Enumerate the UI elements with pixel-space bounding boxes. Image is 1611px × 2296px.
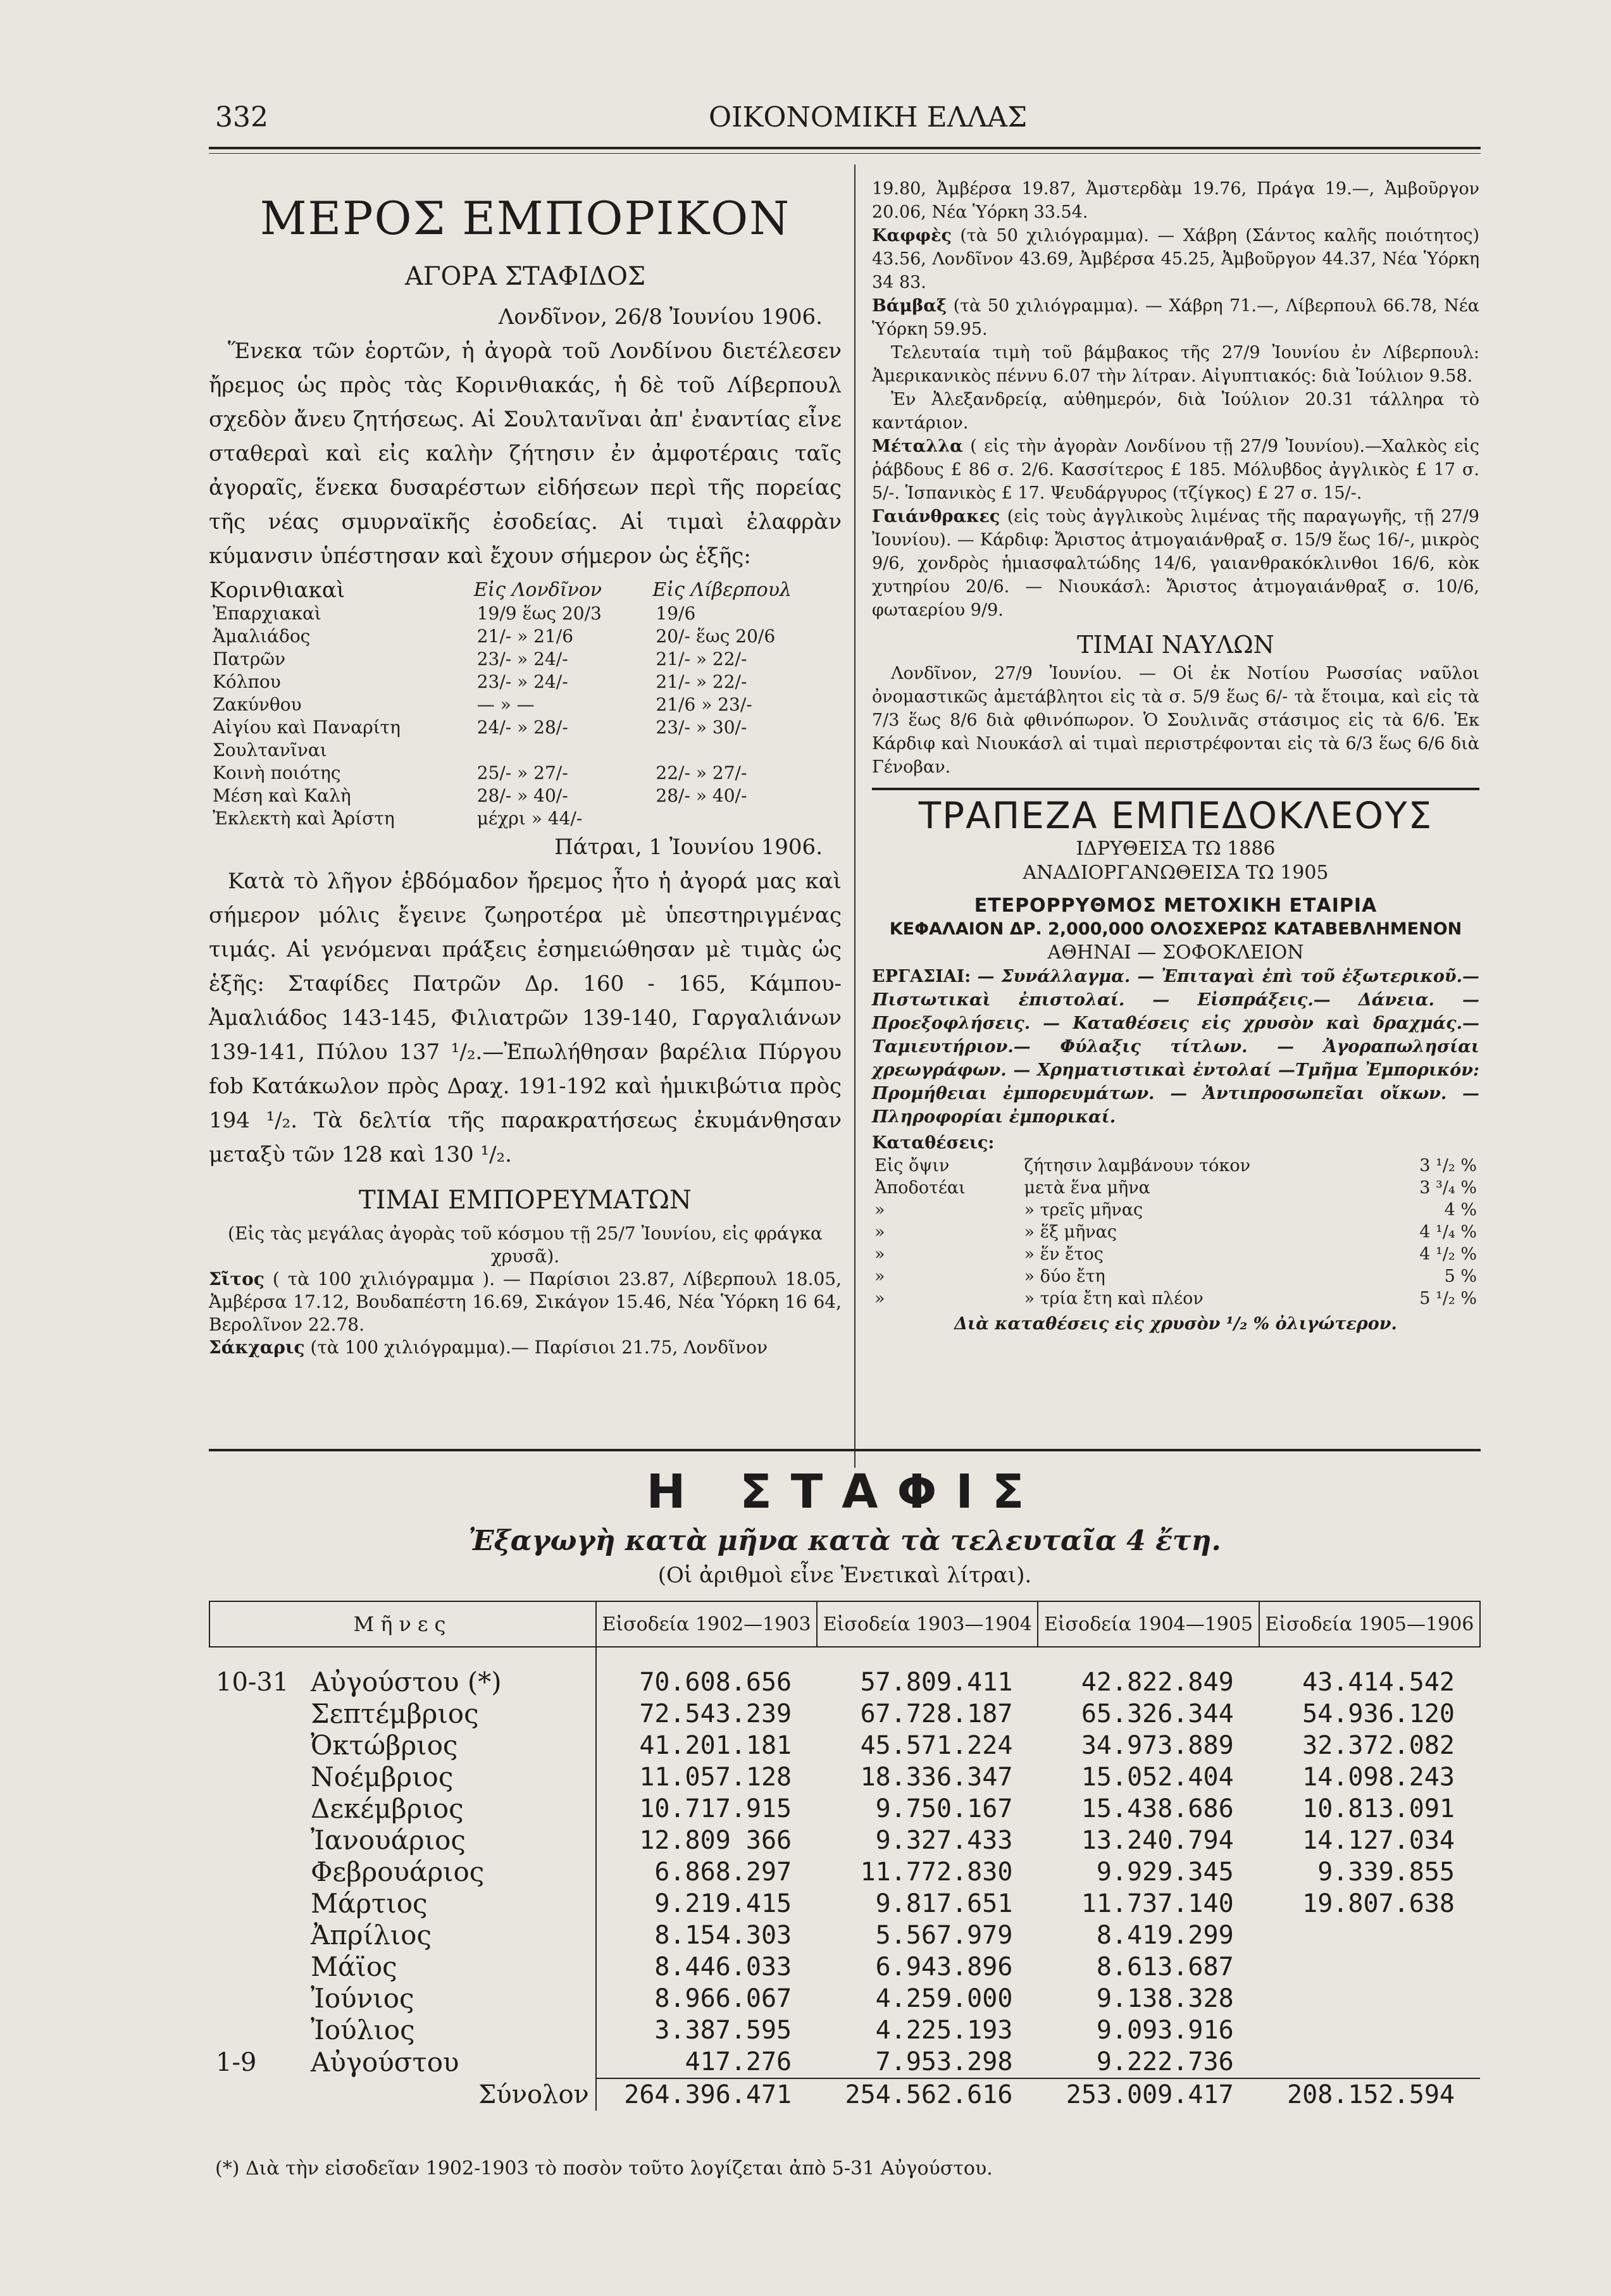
price-variety: Σουλτανῖναι <box>213 740 327 760</box>
export-value: 9.817.651 <box>875 1889 1013 1918</box>
row-prefix <box>209 1983 304 2014</box>
row-prefix <box>209 1793 304 1825</box>
export-value: 43.414.542 <box>1302 1668 1455 1697</box>
sugar-prices <box>209 1336 842 1359</box>
deposit-term: ζήτησιν λαμβάνουν τόκον <box>1024 1156 1250 1176</box>
deposit-type: Εἰς ὄψιν <box>874 1156 950 1176</box>
price-variety: Κόλπου <box>213 671 281 692</box>
price-col-london: Εἰς Λονδῖνον <box>473 579 602 601</box>
coal-prices <box>872 505 1479 622</box>
left-column <box>209 177 842 1359</box>
header-rule-thin <box>209 153 1481 154</box>
deposit-rate: 4 % <box>1444 1200 1477 1220</box>
row-prefix <box>209 1920 304 1951</box>
section-rule <box>209 1449 1481 1451</box>
row-prefix: 10-31 <box>216 1668 289 1697</box>
deposit-rate-row <box>872 1155 1479 1177</box>
deposit-rate: 5 ¹/₂ % <box>1419 1289 1477 1308</box>
wheat-label: Σῖτος <box>209 1269 264 1289</box>
export-value: 14.127.034 <box>1302 1826 1455 1855</box>
export-value: 67.728.187 <box>860 1699 1013 1728</box>
page-number: 332 <box>215 101 268 133</box>
row-month: Ἀπρίλιος <box>311 1920 432 1951</box>
export-value: 5.567.979 <box>875 1921 1013 1950</box>
price-liverpool <box>652 807 842 830</box>
bank-reorganized: ΑΝΑΔΙΟΡΓΑΝΩΘΕΙΣΑ ΤΩ 1905 <box>1023 862 1329 884</box>
goods-prices-title: ΤΙΜΑΙ ΕΜΠΟΡΕΥΜΑΤΩΝ <box>359 1186 692 1215</box>
export-value: 12.809 366 <box>596 1825 817 1856</box>
export-row <box>209 1698 1480 1730</box>
total-value: 253.009.417 <box>1038 2078 1259 2111</box>
coffee-label: Καφφὲς <box>872 226 952 245</box>
bank-capital: ΚΕΦΑΛΑΙΟΝ ΔΡ. 2,000,000 ΟΛΟΣΧΕΡΩΣ ΚΑΤΑΒΕΒΛΗΜΕΝΟΝ <box>889 919 1462 939</box>
price-row <box>209 716 842 739</box>
col-1904-1905: Εἰσοδεία 1904—1905 <box>1038 1601 1259 1647</box>
price-london: 21/- » 21/6 <box>476 626 574 647</box>
freight-text: Λονδῖνον, 27/9 Ἰουνίου. — Οἱ ἐκ Νοτίου Ρωσσίας ναῦλοι ὀνομαστικῶς ἀμετάβλητοι εἰς τὰ σ. 5/9 ἕως 6/- τὰ ἕτοιμα, καὶ εἰς τὰ 7/3 ἕως 8/6 διὰ φθινόπωρον. Ὁ Σουλινᾶς στάσιμος εἰς τὰ 6/6. Ἐκ Κάρδιφ καὶ Νιουκάσλ αἱ τιμαὶ περιστρέφονται εἰς τὰ 6/3 ἕως 6/6 διὰ Γένοβαν. <box>872 664 1479 777</box>
bank-operations <box>872 965 1479 1129</box>
export-value: 9.750.167 <box>875 1794 1013 1823</box>
deposits-label: Καταθέσεις: <box>872 1133 995 1153</box>
col-1903-1904: Εἰσοδεία 1903—1904 <box>817 1601 1038 1647</box>
price-variety: Κοινὴ ποιότης <box>213 762 341 783</box>
price-london <box>473 739 652 762</box>
deposit-rate: 4 ¹/₂ % <box>1419 1244 1477 1264</box>
currant-section-subtitle: Ἐξαγωγὴ κατὰ μῆνα κατὰ τὰ τελευταῖα 4 ἔτη. <box>468 1525 1221 1557</box>
cotton-prices <box>872 294 1479 341</box>
export-value: 9.138.328 <box>1096 1984 1234 2013</box>
journal-title: ΟΙΚΟΝΟΜΙΚΗ ΕΛΛΑΣ <box>709 101 1028 133</box>
coffee-text: (τὰ 50 χιλιόγραμμα). — Χάβρη (Σάντος καλῆς ποιότητος) 43.56, Λονδῖνον 43.69, Ἀμβέρσα 45.25, Ἀμβοῦργον 44.37, Νέα Ὑόρκη 34 83. <box>872 226 1479 292</box>
export-value <box>1259 1920 1480 1951</box>
export-value: 18.336.347 <box>860 1763 1013 1792</box>
price-london: 19/9 ἕως 20/3 <box>476 603 602 624</box>
export-row <box>209 1825 1480 1856</box>
total-row <box>209 2078 1480 2111</box>
deposit-rate-row <box>872 1177 1479 1199</box>
price-variety: Ἐπαρχιακαὶ <box>213 603 321 624</box>
export-value: 8.154.303 <box>596 1920 817 1951</box>
export-value: 32.372.082 <box>1302 1731 1455 1760</box>
export-row <box>209 1730 1480 1761</box>
deposit-rates-table <box>872 1155 1479 1310</box>
export-value: 6.943.896 <box>875 1952 1013 1982</box>
price-row <box>209 602 842 625</box>
row-prefix <box>209 1825 304 1856</box>
price-liverpool: 22/- » 27/- <box>656 762 747 783</box>
row-month: Φεβρουάριος <box>311 1856 485 1887</box>
price-liverpool: 21/- » 22/- <box>656 648 747 669</box>
export-value: 42.822.849 <box>1081 1668 1234 1697</box>
total-label: Σύνολον <box>478 2080 589 2109</box>
deposit-type: » <box>874 1289 885 1308</box>
price-london: 24/- » 28/- <box>476 717 568 738</box>
row-prefix <box>209 1951 304 1983</box>
export-value: 57.809.411 <box>860 1668 1013 1697</box>
deposit-type: » <box>874 1244 885 1264</box>
wheat-prices <box>209 1268 842 1336</box>
price-liverpool: 28/- » 40/- <box>656 785 747 806</box>
header-rule <box>209 147 1481 149</box>
cotton-text: (τὰ 50 χιλιόγραμμα). — Χάβρη 71.—, Λίβερπουλ 66.78, Νέα Ὑόρκη 59.95. <box>872 296 1479 339</box>
price-variety: Ἐκλεκτὴ καὶ Ἀρίστη <box>213 808 395 829</box>
export-value: 8.419.299 <box>1096 1921 1234 1950</box>
export-row <box>209 1983 1480 2014</box>
export-value: 13.240.794 <box>1081 1826 1234 1855</box>
price-london: 23/- » 24/- <box>476 648 568 669</box>
export-value: 9.339.855 <box>1317 1858 1455 1887</box>
export-value: 9.929.345 <box>1096 1858 1234 1887</box>
deposit-type: » <box>874 1267 885 1286</box>
col-1905-1906: Εἰσοδεία 1905—1906 <box>1259 1601 1480 1647</box>
cotton-label: Βάμβαξ <box>872 296 947 316</box>
row-prefix: 1-9 <box>216 2047 257 2077</box>
export-row <box>209 1793 1480 1825</box>
export-row <box>209 2014 1480 2046</box>
right-column <box>872 177 1479 1336</box>
row-prefix <box>209 1698 304 1730</box>
deposit-rate-row <box>872 1288 1479 1310</box>
row-prefix <box>209 1856 304 1888</box>
deposit-type: » <box>874 1200 885 1220</box>
deposit-rate: 4 ¹/₄ % <box>1419 1222 1477 1242</box>
price-variety: Πατρῶν <box>213 648 286 669</box>
export-value: 9.327.433 <box>875 1826 1013 1855</box>
bank-address: ΑΘΗΝΑΙ — ΣΟΦΟΚΛΕΙΟΝ <box>1047 941 1304 964</box>
export-value: 4.225.193 <box>875 2016 1013 2045</box>
column-divider <box>854 164 855 1468</box>
table-footnote: (*) Διὰ τὴν εἰσοδεῖαν 1902-1903 τὸ ποσὸν τοῦτο λογίζεται ἀπὸ 5-31 Αὐγούστου. <box>215 2157 993 2180</box>
currant-unit-note: (Οἱ ἀριθμοὶ εἶνε Ἐνετικαὶ λίτραι). <box>657 1563 1032 1588</box>
row-month: Νοέμβριος <box>311 1761 454 1792</box>
price-row <box>209 762 842 785</box>
price-variety: Μέση καὶ Καλὴ <box>213 785 351 806</box>
export-value: 14.098.243 <box>1302 1763 1455 1792</box>
col-months: Μῆνες <box>209 1601 596 1647</box>
goods-prices-note: (Εἰς τὰς μεγάλας ἀγορὰς τοῦ κόσμου τῇ 25/7 Ἰουνίου, εἰς φράγκα χρυσᾶ). <box>228 1223 823 1267</box>
export-value: 11.772.830 <box>860 1858 1013 1887</box>
row-month: Μάρτιος <box>311 1888 428 1919</box>
export-value <box>1259 1951 1480 1983</box>
export-value: 34.973.889 <box>1081 1731 1234 1760</box>
export-value: 9.219.415 <box>596 1888 817 1920</box>
row-prefix <box>209 1888 304 1920</box>
price-col-liverpool: Εἰς Λίβερπουλ <box>652 579 792 601</box>
deposit-rate: 5 % <box>1444 1267 1477 1286</box>
price-liverpool <box>652 739 842 762</box>
coffee-prices <box>872 224 1479 294</box>
export-value <box>1259 2014 1480 2046</box>
price-variety: Ἀμαλιάδος <box>213 626 311 647</box>
total-value: 208.152.594 <box>1259 2078 1480 2111</box>
row-month: Ἰούνιος <box>311 1983 414 2014</box>
deposit-rate: 3 ¹/₂ % <box>1419 1156 1477 1176</box>
price-variety: Ζακύνθου <box>213 694 302 715</box>
price-liverpool: 23/- » 30/- <box>656 717 747 738</box>
export-row <box>209 1920 1480 1951</box>
deposit-term: » ἕξ μῆνας <box>1024 1222 1117 1242</box>
bank-ad-rule <box>872 788 1479 790</box>
price-london: 23/- » 24/- <box>476 671 568 692</box>
row-prefix <box>209 1730 304 1761</box>
metals-prices <box>872 435 1479 505</box>
price-london: μέχρι » 44/- <box>476 808 583 829</box>
deposit-rate-row <box>872 1265 1479 1288</box>
export-value: 10.813.091 <box>1302 1794 1455 1823</box>
metals-text: ( εἰς τὴν ἀγορὰν Λονδίνου τῇ 27/9 Ἰουνίου).—Χαλκὸς εἰς ῥάβδους £ 86 σ. 2/6. Κασσίτερος £ 185. Μόλυβδος ἀγγλικὸς £ 17 σ. 5/-. Ἱσπανικὸς £ 17. Ψευδάργυρος (τζίγκος) £ 27 σ. 15/-. <box>872 437 1479 503</box>
currant-export-table <box>209 1601 1481 2111</box>
coal-label: Γαιάνθρακες <box>872 507 1000 526</box>
price-row <box>209 807 842 830</box>
deposit-type: » <box>874 1222 885 1242</box>
bank-name: ΤΡΑΠΕΖΑ ΕΜΠΕΔΟΚΛΕΟΥΣ <box>918 794 1433 837</box>
export-value: 7.953.298 <box>875 2047 1013 2076</box>
part-title: ΜΕΡΟΣ ΕΜΠΟΡΙΚΟΝ <box>259 192 791 245</box>
export-value: 8.446.033 <box>596 1951 817 1983</box>
export-value: 8.613.687 <box>1096 1952 1234 1982</box>
price-row <box>209 648 842 671</box>
freight-title: ΤΙΜΑΙ ΝΑΥΛΩΝ <box>1077 631 1274 659</box>
export-value: 9.222.736 <box>1096 2047 1234 2076</box>
price-liverpool: 21/6 » 23/- <box>656 694 752 715</box>
deposit-rate: 3 ³/₄ % <box>1419 1178 1477 1198</box>
row-month: Μάϊος <box>311 1951 397 1982</box>
export-value: 45.571.224 <box>860 1731 1013 1760</box>
export-row <box>209 1761 1480 1793</box>
sugar-label: Σάκχαρις <box>209 1337 305 1358</box>
deposit-type: Ἀποδοτέαι <box>874 1178 966 1198</box>
deposit-term: » τρία ἔτη καὶ πλέον <box>1024 1289 1204 1308</box>
export-value: 41.201.181 <box>596 1730 817 1761</box>
export-value: 11.737.140 <box>1081 1889 1234 1918</box>
export-value <box>1259 2046 1480 2078</box>
metals-label: Μέταλλα <box>872 437 963 456</box>
deposit-term: » τρεῖς μῆνας <box>1024 1200 1143 1220</box>
export-row <box>209 2046 1480 2078</box>
export-value: 9.093.916 <box>1096 2016 1234 2045</box>
export-row <box>209 1856 1480 1888</box>
price-liverpool: 19/6 <box>656 603 696 624</box>
export-value: 54.936.120 <box>1302 1699 1455 1728</box>
price-liverpool: 21/- » 22/- <box>656 671 747 692</box>
price-row <box>209 671 842 693</box>
row-month: Δεκέμβριος <box>311 1793 464 1824</box>
london-report: Ἕνεκα τῶν ἑορτῶν, ἡ ἀγορὰ τοῦ Λονδίνου διετέλεσεν ἤρεμος ὡς πρὸς τὰς Κορινθιακάς, ἡ δὲ τοῦ Λίβερπουλ σχεδὸν ἄνευ ζητήσεως. Αἱ Σουλτανῖναι ἀπ' ἐναντίας εἶνε σταθεραὶ καὶ εἰς καλὴν ζήτησιν ἐν ἀμφοτέραις ταῖς ἀγοραῖς, ἕνεκα δυσαρέστων εἰδήσεων περὶ τῆς πορείας τῆς νέας σμυρναϊκῆς ἐσοδείας. Αἱ τιμαὶ ἐλαφρὰν κύμανσιν ὑπέστησαν καὶ ἔχουν σήμερον ὡς ἑξῆς: <box>209 338 842 569</box>
export-row <box>209 1951 1480 1983</box>
deposit-term: » δύο ἔτη <box>1024 1267 1105 1286</box>
export-value: 3.387.595 <box>596 2014 817 2046</box>
export-value: 11.057.128 <box>596 1761 817 1793</box>
price-london: — » — <box>476 694 535 715</box>
export-value: 15.438.686 <box>1081 1794 1234 1823</box>
operations-text: — Συνάλλαγμα. — Ἐπιταγαὶ ἐπὶ τοῦ ἐξωτερικοῦ.— Πιστωτικαὶ ἐπιστολαί. — Εἰσπράξεις.— Δάνεια. —Προεξοφλήσεις. — Καταθέσεις εἰς χρυσὸν καὶ δραχμάς.— Ταμιευτήριον.— Φύλαξις τίτλων. — Ἀγοραπωλησίαι χρεωγράφων. — Χρηματιστικαὶ ἐντολαί —Τμῆμα Ἐμπορικόν: Προμήθειαι ἐμπορευμάτων. — Ἀντιπροσωπεῖαι οἴκων. — Πληροφορίαι ἐμπορικαί. <box>872 967 1479 1127</box>
export-value: 8.966.067 <box>596 1983 817 2014</box>
export-value: 72.543.239 <box>596 1698 817 1730</box>
price-row <box>209 693 842 716</box>
row-month: Αὐγούστου (*) <box>311 1666 502 1697</box>
export-value: 15.052.404 <box>1081 1763 1234 1792</box>
bank-company-type: ΕΤΕΡΟΡΡΥΘΜΟΣ ΜΕΤΟΧΙΚΗ ΕΤΑΙΡΙΑ <box>974 895 1378 917</box>
currant-price-table <box>209 578 842 830</box>
row-prefix <box>209 1761 304 1793</box>
total-value: 254.562.616 <box>817 2078 1038 2111</box>
export-value: 4.259.000 <box>875 1984 1013 2013</box>
export-value: 65.326.344 <box>1081 1699 1234 1728</box>
wheat-text: ( τὰ 100 χιλιόγραμμα ). — Παρίσιοι 23.87, Λίβερπουλ 18.05, Ἀμβέρσα 17.12, Βουδαπέστη 16.69, Σικάγον 15.46, Νέα Ὑόρκη 16 64, Βερολῖνον 22.78. <box>209 1269 842 1335</box>
deposit-rate-row <box>872 1221 1479 1243</box>
row-month: Σεπτέμβριος <box>311 1698 479 1729</box>
price-london: 25/- » 27/- <box>476 762 568 783</box>
export-value <box>1259 1983 1480 2014</box>
export-value: 70.608.656 <box>596 1647 817 1698</box>
operations-label: ΕΡΓΑΣΙΑΙ: <box>872 967 971 986</box>
cotton-alexandria: Ἐν Ἀλεξανδρείᾳ, αὐθημερόν, διὰ Ἰούλιον 20.31 τάλληρα τὸ καντάριον. <box>872 390 1479 433</box>
price-variety: Αἰγίου καὶ Παναρίτη <box>213 717 401 738</box>
row-month: Ὀκτώβριος <box>311 1730 458 1761</box>
coal-text: (εἰς τοὺς ἀγγλικοὺς λιμένας τῆς παραγωγῆς, τῇ 27/9 Ἰουνίου). — Κάρδιφ: Ἄριστος ἀτμογαιάνθραξ σ. 15/9 ἕως 16/-, μικρὸς 9/6, χονδρὸς ἡμιασφαλτώδης 14/6, γαιανθρακόκλινθοι 16/6, κὸκ χυτηρίου 20/6. — Νιουκάσλ: Ἄριστος ἀτμογαιάνθραξ σ. 10/6, φωταερίου 9/9. <box>872 507 1479 620</box>
export-row <box>209 1647 1480 1698</box>
export-row <box>209 1888 1480 1920</box>
currant-section-title: Η ΣΤΑΦΙΣ <box>646 1465 1043 1519</box>
export-value: 10.717.915 <box>596 1793 817 1825</box>
deposit-rate-row <box>872 1199 1479 1221</box>
price-liverpool: 20/- ἕως 20/6 <box>656 626 776 647</box>
row-month: Αὐγούστου <box>311 2046 459 2078</box>
price-row <box>209 625 842 648</box>
export-value: 19.807.638 <box>1302 1889 1455 1918</box>
sugar-continued: 19.80, Ἀμβέρσα 19.87, Ἀμστερδὰμ 19.76, Πράγα 19.—, Ἀμβοῦργον 20.06, Νέα Ὑόρκη 33.54. <box>872 179 1479 222</box>
bank-founded: ΙΔΡΥΘΕΙΣΑ ΤΩ 1886 <box>1076 838 1276 860</box>
london-date: Λονδῖνον, 26/8 Ἰουνίου 1906. <box>498 304 823 330</box>
deposit-term: μετὰ ἕνα μῆνα <box>1024 1178 1150 1198</box>
gold-deposit-note: Διὰ καταθέσεις εἰς χρυσὸν ¹/₂ % ὀλιγώτερον. <box>954 1314 1397 1334</box>
cotton-last-price: Τελευταία τιμὴ τοῦ βάμβακος τῆς 27/9 Ἰουνίου ἐν Λίβερπουλ: Ἀμερικανικὸς πέννυ 6.07 τὴν λίτραν. Αἰγυπτιακός: διὰ Ἰούλιον 9.58. <box>872 343 1479 386</box>
deposit-term: » ἕν ἔτος <box>1024 1244 1104 1264</box>
price-col-variety: Κορινθιακαὶ <box>209 578 345 603</box>
total-value: 264.396.471 <box>596 2078 817 2111</box>
price-row <box>209 739 842 762</box>
price-row <box>209 785 842 807</box>
export-value: 417.276 <box>596 2046 817 2078</box>
patras-report: Κατὰ τὸ λῆγον ἑβδόμαδον ἤρεμος ἦτο ἡ ἀγορά μας καὶ σήμερον μόλις ἔγεινε ζωηροτέρα μὲ ὑπεστηριγμένας τιμάς. Αἱ γενόμεναι πράξεις ἐσημειώθησαν μὲ τιμὰς ὡς ἑξῆς: Σταφίδες Πατρῶν Δρ. 160 - 165, Κάμπου-Ἀμαλιάδος 143-145, Φιλιατρῶν 139-140, Γαργαλιάνων 139-141, Πύλου 137 ¹/₂.—Ἐπωλήθησαν βαρέλια Πύργου fob Κατάκωλον πρὸς Δραχ. 191-192 καὶ ἡμικιβώτια πρὸς 194 ¹/₂. Τὰ δελτία τῆς παρακρατήσεως ἐκυμάνθησαν μεταξὺ τῶν 128 καὶ 130 ¹/₂. <box>209 869 842 1167</box>
export-value: 6.868.297 <box>596 1856 817 1888</box>
row-prefix <box>209 2014 304 2046</box>
sugar-text: (τὰ 100 χιλιόγραμμα).— Παρίσιοι 21.75, Λονδῖνον <box>310 1337 768 1358</box>
market-title: ΑΓΟΡΑ ΣΤΑΦΙΔΟΣ <box>404 262 646 291</box>
row-month: Ἰούλιος <box>311 2014 415 2045</box>
col-1902-1903: Εἰσοδεία 1902—1903 <box>596 1601 817 1647</box>
deposit-rate-row <box>872 1243 1479 1265</box>
price-london: 28/- » 40/- <box>476 785 568 806</box>
patras-date: Πάτραι, 1 Ἰουνίου 1906. <box>554 835 823 860</box>
row-month: Ἰανουάριος <box>311 1825 466 1856</box>
